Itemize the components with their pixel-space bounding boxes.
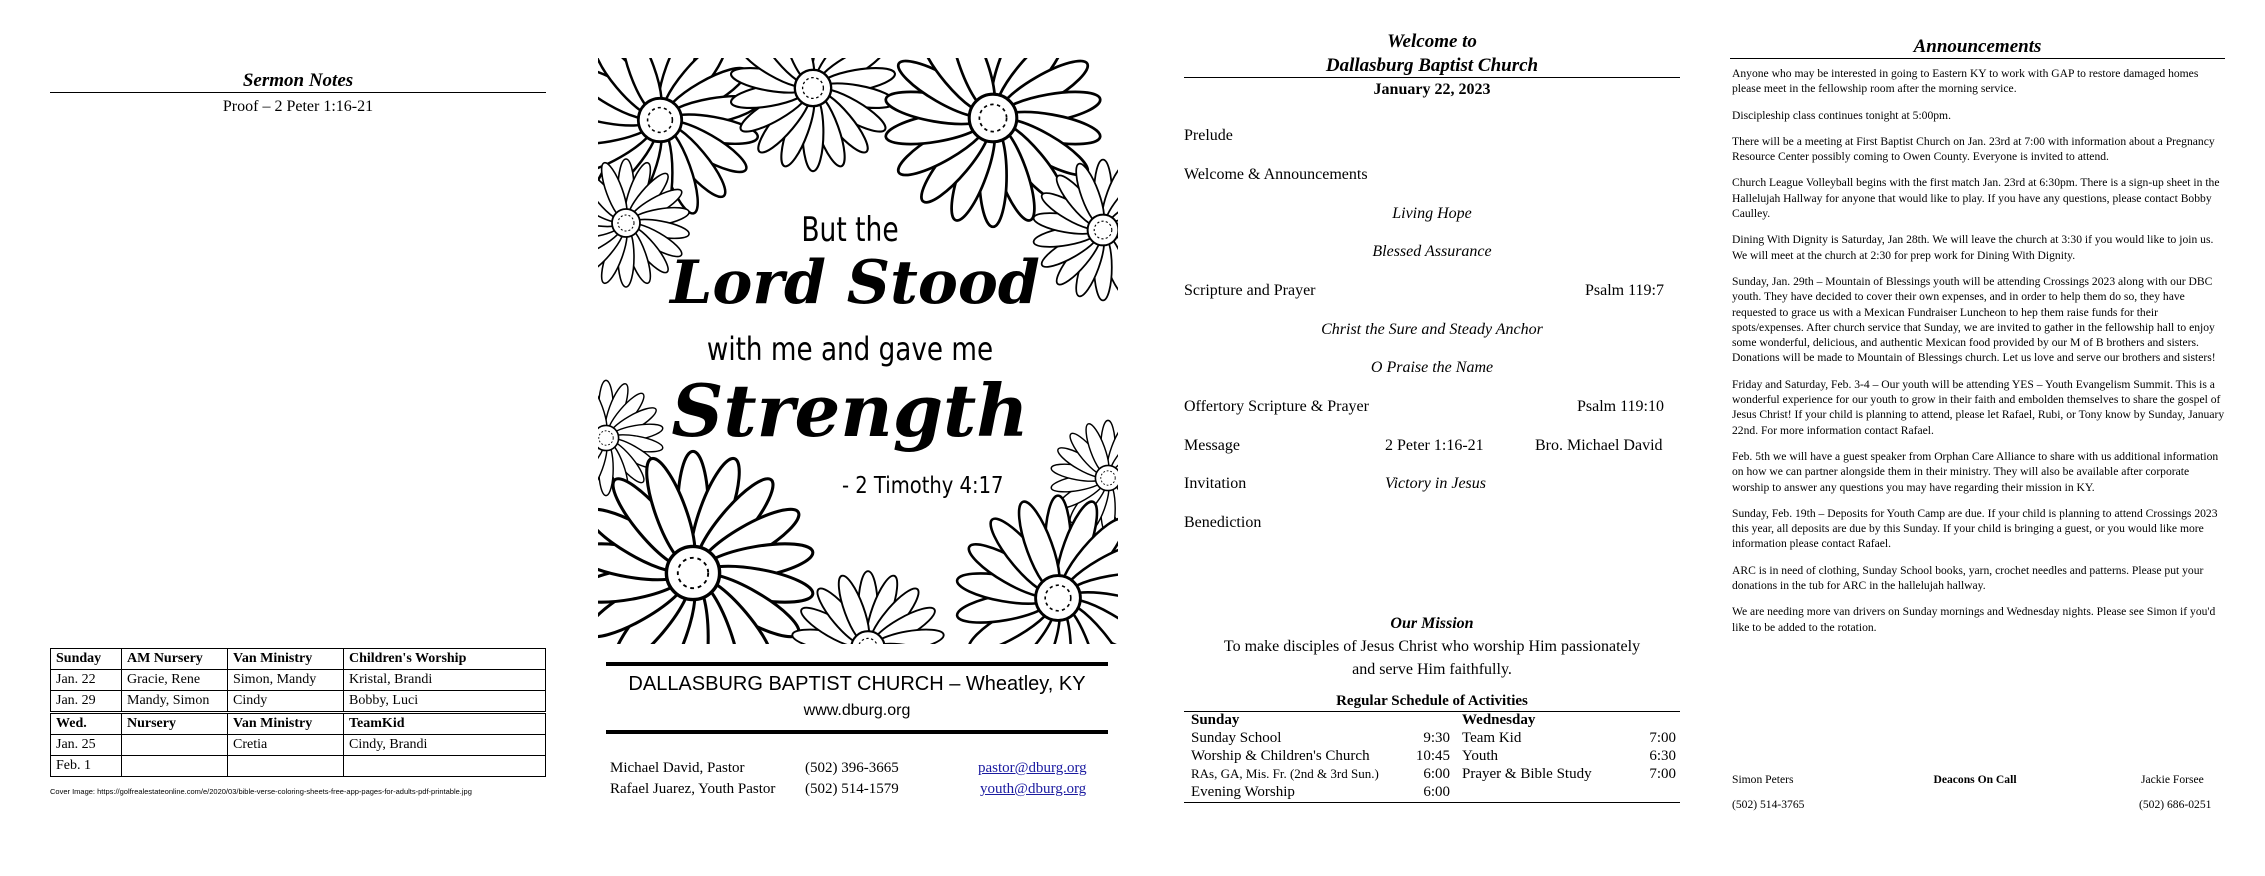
youth-email-link[interactable]: youth@dburg.org <box>980 781 1087 797</box>
table-row <box>51 670 546 691</box>
list-item <box>1458 765 1680 783</box>
announcements-list <box>1732 66 2225 646</box>
flower-bottom-right <box>955 496 1118 648</box>
activities-heading: Regular Schedule of Activities <box>1336 693 1528 709</box>
table-cell: Feb. 1 <box>51 756 122 777</box>
announcement-item: Friday and Saturday, Feb. 3-4 – Our youth will be attending YES – Youth Evangelism Summit. This is a wonderful experience for our youth to grow in their faith and embolden themselves to share the gospel of Jesus Christ! If your child is planning to attend, please let Rafael, Rubi, or Tony know by Sunday, January 22nd. For more information contact Rafael. <box>1732 377 2225 437</box>
activity-time: 7:00 <box>1649 766 1676 782</box>
activities-rule-bottom <box>1184 802 1680 803</box>
church-website: www.dburg.org <box>803 702 911 719</box>
activity-name: RAs, GA, Mis. Fr. (2nd & 3rd Sun.) <box>1191 766 1379 781</box>
wednesday-label: Wednesday <box>1462 712 1536 728</box>
announcement-item: Discipleship class continues tonight at 5:00pm. <box>1732 108 1951 122</box>
deacon-left-name: Simon Peters <box>1732 773 1794 786</box>
table-cell: Cindy, Brandi <box>344 735 546 756</box>
activity-name: Team Kid <box>1462 730 1522 746</box>
announcement-item: Anyone who may be interested in going to Eastern KY to work with GAP to restore damaged homes please meet in the fellowship room after the morning service. <box>1732 67 2199 96</box>
list-item <box>1458 747 1680 765</box>
announcement-item: There will be a meeting at First Baptist Church on Jan. 23rd at 7:00 with information about a Pregnancy Resource Center possibly coming to Owen County. Everyone is invited to attend. <box>1732 134 2215 164</box>
table-row <box>51 691 546 712</box>
table-cell: Kristal, Brandi <box>344 670 546 691</box>
invitation-song: Victory in Jesus <box>1385 475 1487 492</box>
contact-phone: (502) 514-1579 <box>805 781 899 797</box>
table-cell: Jan. 29 <box>51 691 122 712</box>
table-header-cell: TeamKid <box>344 714 546 735</box>
message-reference: 2 Peter 1:16-21 <box>1385 437 1484 454</box>
offertory-reference: Psalm 119:10 <box>1577 398 1664 415</box>
prelude: Prelude <box>1184 127 1233 144</box>
activity-name: Youth <box>1462 748 1498 764</box>
flower-top-center <box>729 58 896 171</box>
mission-line-1: To make disciples of Jesus Christ who worship Him passionately <box>1223 638 1641 655</box>
list-item <box>1458 729 1680 747</box>
announcement-item: We are needing more van drivers on Sunday mornings and Wednesday nights. Please see Simon if you'd like to be added to the rotation. <box>1732 605 2216 634</box>
table-header-cell: Wed. <box>51 714 122 735</box>
table-cell: Jan. 22 <box>51 670 122 691</box>
table-header-cell: AM Nursery <box>122 649 228 670</box>
table-row <box>51 735 546 756</box>
activity-time: 6:30 <box>1649 748 1676 764</box>
activity-time: 7:00 <box>1649 730 1676 746</box>
announcement-item: Sunday, Jan. 29th – Mountain of Blessings youth will be attending Crossings 2023 along with our DBC youth. They have decided to cover their own expenses, and in order to help them do so, they have requested to grace us with a Mexican Fundraiser Luncheon to hep them raise funds for their spots/expenses. After church service that Sunday, we are invited to gather in the fellowship hall to enjoy some wonderful, delicious, and authentic Mexican food provided by our M of B brothers and sisters. Donations will be made to Mountain of Blessings church. Let us love and serve our brothers and sisters! <box>1732 274 2216 365</box>
contact-name: Rafael Juarez, Youth Pastor <box>610 781 776 797</box>
offertory: Offertory Scripture & Prayer <box>1184 398 1369 415</box>
service-date: January 22, 2023 <box>1373 81 1491 98</box>
welcome-heading: Welcome to <box>1387 31 1477 52</box>
order-heading-rule <box>1184 77 1680 78</box>
sermon-notes-panel <box>0 0 560 876</box>
flower-bottom-left <box>598 451 815 648</box>
contact-name: Michael David, Pastor <box>610 760 745 776</box>
message: Message <box>1184 437 1240 454</box>
table-cell: Jan. 25 <box>51 735 122 756</box>
scripture-reference: Psalm 119:7 <box>1585 282 1664 299</box>
table-cell <box>344 756 546 777</box>
welcome-announcements: Welcome & Announcements <box>1184 166 1368 183</box>
table-cell <box>122 756 228 777</box>
volunteer-table-wednesday <box>50 713 546 777</box>
table-cell: Cindy <box>228 691 344 712</box>
table-header-cell: Van Ministry <box>228 714 344 735</box>
announcement-item: ARC is in need of clothing, Sunday School books, yarn, crochet needles and patterns. Please put your donations in the tub for ARC in the hallelujah hallway. <box>1732 563 2204 593</box>
table-cell <box>228 756 344 777</box>
list-item <box>1187 747 1454 765</box>
activity-name: Prayer & Bible Study <box>1462 766 1592 782</box>
table-cell: Simon, Mandy <box>228 670 344 691</box>
mission-line-2: and serve Him faithfully. <box>1352 661 1512 678</box>
cover-image-credit: Cover Image: https://golfrealestateonline.com/e/2020/03/bible-verse-coloring-sheets-free-app-pages-for-adults-pdf-printable.jpg <box>50 787 472 796</box>
list-item <box>1187 729 1454 747</box>
announcement-item: Sunday, Feb. 19th – Deposits for Youth Camp are due. If your child is planning to attend Crossings 2023 this year, all deposits are due by this Sunday. If your child is bringing a guest, or you would like more information please contact Rafael. <box>1732 506 2218 551</box>
list-item <box>1187 765 1454 783</box>
cover-panel <box>590 0 1120 876</box>
sunday-label: Sunday <box>1191 712 1240 728</box>
mission-heading: Our Mission <box>1390 615 1474 632</box>
contact-phone: (502) 396-3665 <box>805 760 899 776</box>
volunteer-table-sunday <box>50 648 546 712</box>
activity-time: 6:00 <box>1423 766 1450 782</box>
benediction: Benediction <box>1184 514 1262 531</box>
message-speaker: Bro. Michael David <box>1535 437 1663 454</box>
announcements-heading-rule <box>1730 58 2225 59</box>
table-header-row <box>51 649 546 670</box>
deacon-right-phone: (502) 686-0251 <box>2139 798 2212 811</box>
activity-name: Evening Worship <box>1191 784 1295 800</box>
list-item <box>1187 783 1454 801</box>
table-cell <box>122 735 228 756</box>
sunday-schedule <box>1187 711 1454 801</box>
verse-line-3: with me and gave me <box>706 330 994 368</box>
announcements-heading: Announcements <box>1913 36 2042 57</box>
table-header-cell: Sunday <box>51 649 122 670</box>
church-heading: Dallasburg Baptist Church <box>1325 55 1539 76</box>
table-cell: Bobby, Luci <box>344 691 546 712</box>
deacon-left-phone: (502) 514-3765 <box>1732 798 1805 811</box>
table-cell: Mandy, Simon <box>122 691 228 712</box>
order-of-worship-panel <box>1180 0 1700 876</box>
announcement-item: Dining With Dignity is Saturday, Jan 28th. We will leave the church at 3:30 if you would like to join us. We will meet at the church at 2:30 for prep work for Dining With Dignity. <box>1732 233 2214 262</box>
sermon-subheading: Proof – 2 Peter 1:16-21 <box>222 98 374 115</box>
activity-time: 10:45 <box>1415 748 1450 764</box>
verse-reference: - 2 Timothy 4:17 <box>842 473 1004 499</box>
announcement-item: Church League Volleyball begins with the first match Jan. 23rd at 6:30pm. There is a sign-up sheet in the Hallelujah Hallway for anyone that would like to play. If you have any questions, please contact Bobby Caulley. <box>1732 176 2220 221</box>
verse-line-1: But the <box>801 210 899 250</box>
activity-time: 9:30 <box>1423 730 1450 746</box>
announcement-item: Feb. 5th we will have a guest speaker from Orphan Care Alliance to share with us additional information on how we can partner alongside them in their ministry. They will also be available after corporate worship to answer any questions you may have regarding their mission in KY. <box>1732 449 2219 494</box>
table-header-cell: Children's Worship <box>344 649 546 670</box>
song-o-praise-the-name: O Praise the Name <box>1370 359 1494 376</box>
deacons-on-call-label: Deacons On Call <box>1933 773 2017 786</box>
sermon-notes-heading: Sermon Notes <box>242 70 354 91</box>
pastor-email-link[interactable]: pastor@dburg.org <box>978 760 1087 776</box>
verse-line-4: Strength <box>671 368 1029 453</box>
activity-name: Sunday School <box>1191 730 1282 746</box>
activity-name: Worship & Children's Church <box>1191 748 1370 764</box>
table-cell: Cretia <box>228 735 344 756</box>
song-blessed-assurance: Blessed Assurance <box>1372 243 1492 260</box>
cover-rule-bottom <box>606 730 1108 734</box>
announcements-panel <box>1725 0 2255 876</box>
invitation: Invitation <box>1184 475 1247 492</box>
table-header-cell: Van Ministry <box>228 649 344 670</box>
table-header-cell: Nursery <box>122 714 228 735</box>
table-row <box>51 756 546 777</box>
cover-rule-top <box>606 662 1108 666</box>
sermon-heading-rule <box>50 92 546 93</box>
flower-bottom-center <box>791 571 946 648</box>
table-header-row <box>51 714 546 735</box>
activity-time: 6:00 <box>1423 784 1450 800</box>
table-cell: Gracie, Rene <box>122 670 228 691</box>
deacon-right-name: Jackie Forsee <box>2141 773 2204 786</box>
verse-line-2: Lord Stood <box>670 248 1040 318</box>
song-living-hope: Living Hope <box>1392 205 1472 222</box>
scripture-prayer: Scripture and Prayer <box>1184 282 1316 299</box>
church-name: DALLASBURG BAPTIST CHURCH – Wheatley, KY <box>628 673 1086 695</box>
wednesday-schedule <box>1458 711 1680 783</box>
song-christ-sure-anchor: Christ the Sure and Steady Anchor <box>1321 321 1543 338</box>
